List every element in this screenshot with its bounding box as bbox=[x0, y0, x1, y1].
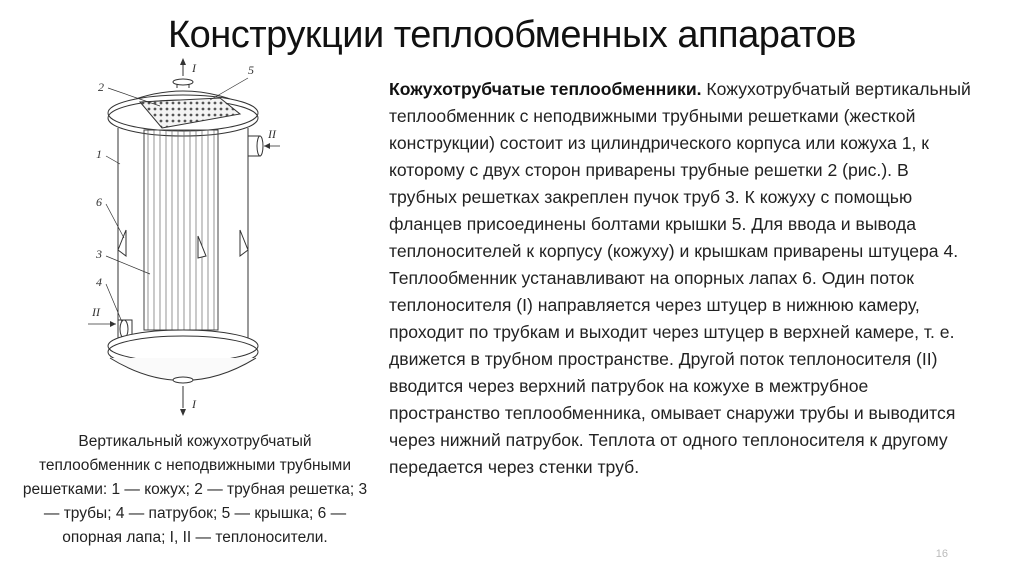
callout-1: 1 bbox=[96, 147, 102, 161]
slide-title: Конструкции теплообменных аппаратов bbox=[167, 14, 856, 56]
page-number: 16 bbox=[935, 548, 948, 560]
callout-6: 6 bbox=[96, 195, 102, 209]
heat-exchanger-drawing bbox=[80, 58, 290, 418]
description-text: Кожухотрубчатый вертикальный теплообменник с неподвижными трубными решетками (жесткой конструкции) состоит из цилиндрического корпуса или кожуха 1, к которому с двух сторон приварены трубные решетки 2 (рис.). В трубных решетках закреплен пучок труб 3. К кожуху с помощью фланцев присоединены болтами крышки 5. Для ввода и вывода теплоносителей к корпусу (кожуху) и крышкам приварены штуцера 4. Теплообменник устанавливают на опорных лапах 6. Один поток теплоносителя (I) направляется через штуцер в нижнюю камеру, проходит по трубкам и выходит через штуцер в верхней камере, т. е. движется в трубном пространстве. Другой поток теплоносителя (II) вводится через верхний патрубок на кожухе в межтрубное пространство теплообменника, омывает снаружи трубы и выводится через нижний патрубок. Теплота от одного теплоносителя к другому передается через стенки труб. bbox=[389, 79, 971, 477]
flow-label-upper-right: II bbox=[268, 127, 276, 141]
callout-5: 5 bbox=[248, 63, 254, 77]
flow-label-lower-left: II bbox=[92, 305, 100, 319]
callout-2: 2 bbox=[98, 80, 104, 94]
flow-label-bottom: I bbox=[192, 397, 196, 411]
figure-caption: Вертикальный кожухотрубчатый теплообменник с неподвижными трубными решетками: 1 — кожух; 2 — трубная решетка; 3 — трубы; 4 — патрубок; 5 — крышка; 6 — опорная лапа; I, II — теплоносители. bbox=[22, 433, 368, 546]
description-paragraph bbox=[389, 76, 979, 481]
heat-exchanger-figure bbox=[80, 58, 290, 418]
callout-4: 4 bbox=[96, 275, 102, 289]
flow-label-top: I bbox=[192, 61, 196, 75]
description-heading: Кожухотрубчатые теплообменники. bbox=[389, 79, 702, 99]
callout-3: 3 bbox=[96, 247, 102, 261]
